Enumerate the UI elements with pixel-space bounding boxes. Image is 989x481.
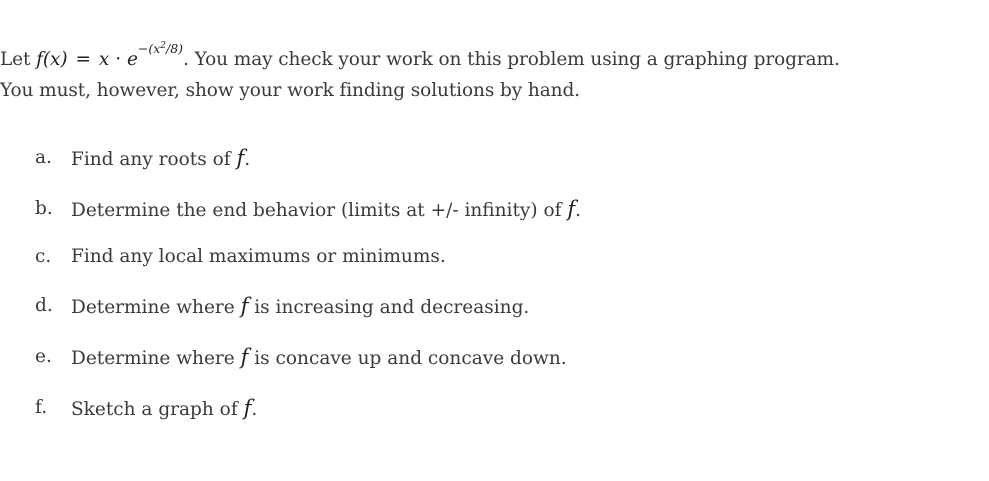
list-item-text: Find any roots of f. (71, 146, 251, 170)
list-item-text: Determine the end behavior (limits at +/- infinity) of f. (71, 197, 581, 221)
function-symbol: f (243, 396, 252, 420)
multiply-dot: · (115, 49, 122, 70)
intro-line-1 (0, 40, 985, 77)
list-marker: b. (35, 198, 53, 219)
list-item-text: Determine where f is increasing and decreasing. (71, 294, 530, 318)
function-symbol: f (567, 197, 576, 221)
list-marker: c. (35, 246, 52, 267)
intro-line-1-rest: . You may check your work on this problem using a graphing program. (183, 49, 840, 70)
exponential-base: e (127, 49, 138, 70)
list-marker: d. (35, 295, 53, 316)
list-marker: e. (35, 346, 52, 367)
equals-sign: = (75, 49, 91, 70)
function-symbol: f (240, 294, 249, 318)
exponent-power: 2 (160, 40, 167, 51)
exponent-close: /8) (166, 41, 184, 57)
list-marker: f. (35, 397, 48, 418)
list-item-text: Find any local maximums or minimums. (71, 246, 446, 267)
list-marker: a. (35, 147, 52, 168)
list-item-text: Determine where f is concave up and concave down. (71, 345, 567, 369)
exponent-open: −(x (137, 41, 161, 57)
function-lhs: f(x) (36, 49, 68, 70)
intro-prefix: Let (0, 49, 31, 70)
problem-statement (0, 40, 985, 104)
list-item-text: Sketch a graph of f. (71, 396, 258, 420)
function-symbol: f (240, 345, 249, 369)
function-definition (36, 40, 184, 70)
exponent (138, 41, 183, 56)
function-symbol: f (236, 146, 245, 170)
intro-line-2: You must, however, show your work finding solutions by hand. (0, 80, 580, 101)
x-variable: x (98, 49, 110, 70)
